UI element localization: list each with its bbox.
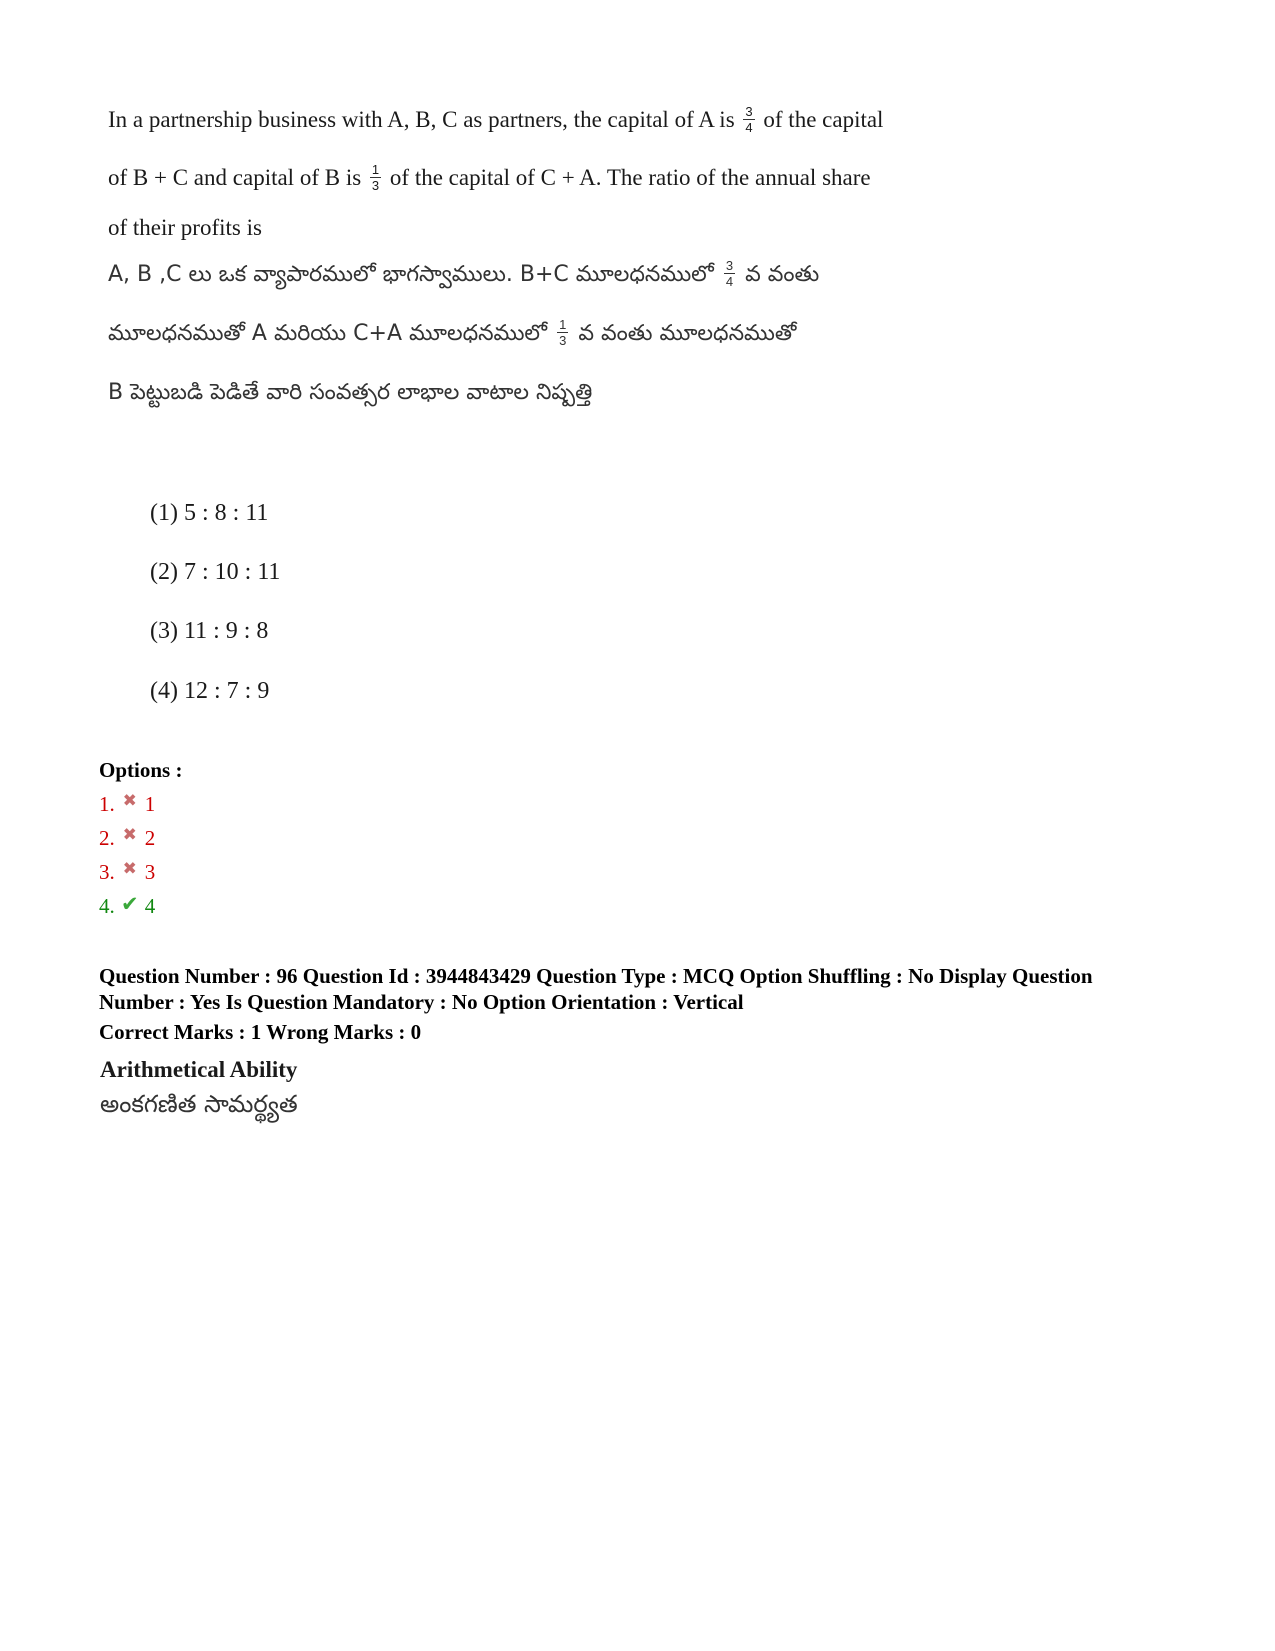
options-label: Options : — [99, 758, 183, 782]
question-te-line-1 — [108, 257, 820, 290]
choice-2: (2) 7 : 10 : 11 — [150, 559, 281, 585]
question-en-line-3: of their profits is — [108, 215, 262, 240]
choice-4: (4) 12 : 7 : 9 — [150, 678, 270, 704]
fraction-three-quarters — [724, 259, 735, 288]
wrong-mark-icon: ✖ — [122, 791, 137, 811]
choice-1: (1) 5 : 8 : 11 — [150, 500, 269, 526]
question-te-text: మూలధనముతో A మరియు C+A మూలధనములో — [108, 321, 548, 346]
fraction-denominator: 4 — [745, 120, 753, 136]
question-en-text: of the capital of C + A. The ratio of the annual share — [389, 165, 871, 190]
question-metadata — [99, 963, 1199, 1015]
question-te-line-2 — [108, 316, 797, 349]
option-value: 4 — [144, 894, 156, 918]
fraction-numerator: 3 — [725, 257, 734, 273]
fraction-three-quarters — [743, 105, 754, 134]
option-number: 1. — [99, 792, 115, 816]
option-number: 3. — [99, 860, 115, 884]
option-1 — [99, 792, 155, 817]
option-value: 3 — [144, 860, 156, 884]
check-mark-icon: ✔ — [120, 892, 139, 916]
fraction-denominator: 4 — [725, 273, 734, 289]
fraction-denominator: 3 — [371, 178, 380, 194]
fraction-numerator: 1 — [559, 316, 567, 332]
question-te-text: A, B ,C లు ఒక వ్యాపారములో భాగస్వాములు. B+C మూలధనములో — [108, 262, 714, 287]
fraction-numerator: 1 — [371, 162, 380, 178]
option-number: 2. — [99, 826, 115, 850]
metadata-line-1: Question Number : 96 Question Id : 3944843429 Question Type : MCQ Option Shuffling : No Display Question — [99, 964, 1093, 988]
option-3 — [99, 860, 155, 885]
question-en-line-2 — [108, 163, 871, 194]
metadata-line-2: Number : Yes Is Question Mandatory : No Option Orientation : Vertical — [99, 990, 744, 1014]
marks-info: Correct Marks : 1 Wrong Marks : 0 — [99, 1020, 422, 1044]
fraction-one-third — [370, 163, 381, 192]
question-te-text: వ వంతు మూలధనముతో — [578, 321, 797, 346]
section-title-en: Arithmetical Ability — [100, 1057, 298, 1082]
fraction-numerator: 3 — [745, 104, 753, 120]
question-en-text: of B + C and capital of B is — [108, 165, 362, 190]
fraction-one-third — [557, 318, 568, 347]
wrong-mark-icon: ✖ — [122, 825, 137, 845]
question-te-line-3: B పెట్టుబడి పెడితే వారి సంవత్సర లాభాల వాటాల నిష్పత్తి — [108, 380, 593, 405]
option-number: 4. — [99, 894, 115, 918]
question-en-text: of the capital — [763, 107, 884, 132]
choice-3: (3) 11 : 9 : 8 — [150, 618, 269, 644]
option-2 — [99, 826, 155, 851]
option-value: 1 — [144, 792, 156, 816]
fraction-denominator: 3 — [559, 332, 567, 348]
option-value: 2 — [144, 826, 156, 850]
question-te-text: వ వంతు — [745, 262, 820, 287]
wrong-mark-icon: ✖ — [122, 859, 137, 879]
option-4 — [99, 894, 155, 919]
question-en-line-1 — [108, 105, 883, 136]
section-title-te: అంకగణిత సామర్థ్యత — [100, 1090, 298, 1118]
question-en-text: In a partnership business with A, B, C as partners, the capital of A is — [108, 107, 735, 132]
